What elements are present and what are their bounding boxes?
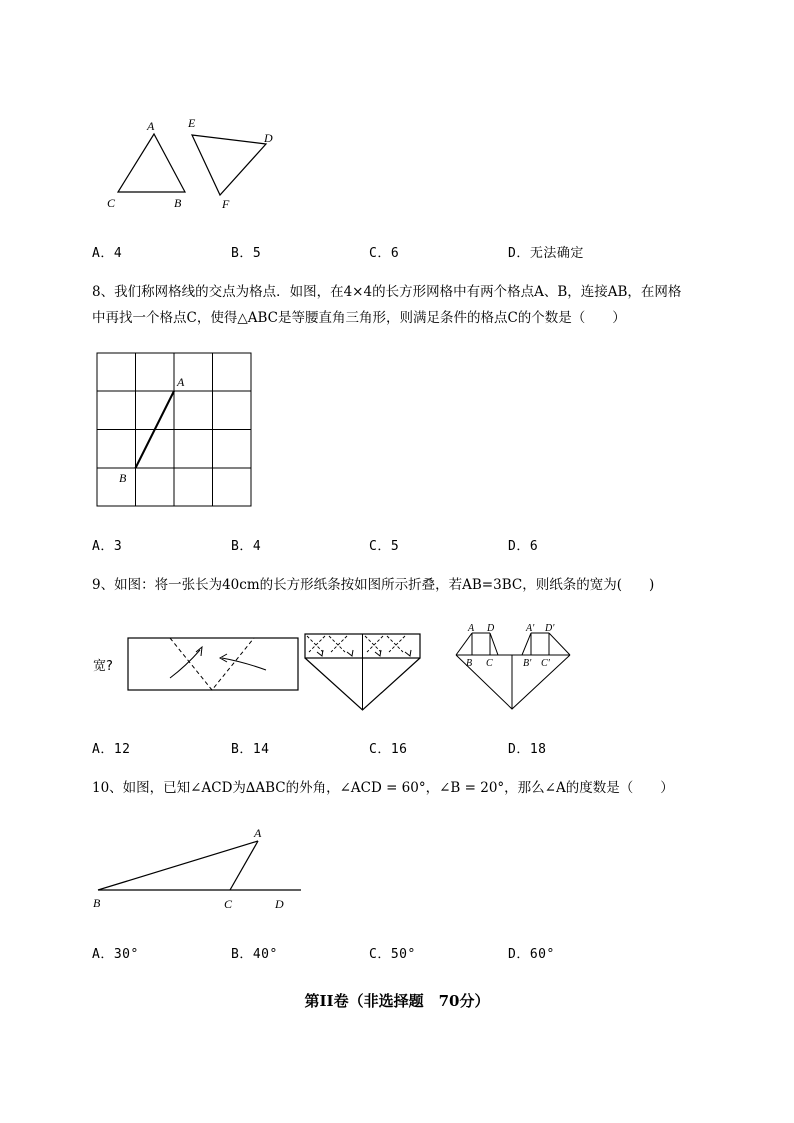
label-B: B — [174, 196, 182, 210]
q8-option-c[interactable]: C．5 — [369, 539, 400, 554]
label-D: D — [487, 623, 495, 634]
q8-option-d[interactable]: D．6 — [508, 539, 539, 554]
label-B: B — [119, 471, 127, 485]
fold-arrow-right — [222, 658, 266, 670]
q9-option-d[interactable]: D．18 — [508, 742, 547, 757]
q9-text: 9、如图：将一张长为40cm的长方形纸条按如图所示折叠，若AB=3BC，则纸条的宽为( ) — [92, 577, 655, 593]
q9-unfolded-figure — [452, 619, 574, 713]
q8-text-line2: 中再找一个格点C，使得△ABC是等腰直角三角形，则满足条件的格点C的个数是（ ） — [92, 310, 626, 326]
q7-option-d[interactable]: D．无法确定 — [508, 246, 584, 261]
label-C: C — [107, 196, 116, 210]
q10-text: 10、如图，已知∠ACD为∆ABC的外角，∠ACD = 60°，∠B = 20°，那么∠A的度数是（ ） — [92, 780, 674, 796]
section-title: 第II卷（非选择题 70分） — [304, 992, 490, 1010]
q9-folded-figure — [303, 632, 423, 714]
label-A: A — [147, 119, 155, 133]
q9-width-label: 宽? — [93, 659, 113, 674]
q10-option-d[interactable]: D．60° — [508, 947, 555, 962]
label-C: C — [224, 897, 233, 911]
q9-option-b[interactable]: B．14 — [231, 742, 270, 757]
label-B: B — [466, 658, 473, 669]
label-D: D — [264, 131, 273, 145]
label-A: A — [468, 623, 475, 634]
q7-option-b[interactable]: B．5 — [231, 246, 262, 261]
label-B-prime: B' — [523, 658, 532, 669]
q10-option-b[interactable]: B．40° — [231, 947, 278, 962]
q9-option-a[interactable]: A．12 — [92, 742, 131, 757]
q10-question — [92, 775, 752, 801]
label-C-prime: C' — [541, 658, 550, 669]
q8-text-line1: 8、我们称网格线的交点为格点．如图，在4×4的长方形网格中有两个格点A、B，连接AB，在网格 — [92, 284, 682, 300]
q10-option-c[interactable]: C．50° — [369, 947, 416, 962]
triangle-def — [192, 135, 266, 195]
triangle-abc — [118, 134, 185, 192]
q9-option-c[interactable]: C．16 — [369, 742, 408, 757]
q7-figure — [100, 112, 290, 214]
label-F: F — [222, 197, 230, 211]
q8-option-b[interactable]: B．4 — [231, 539, 262, 554]
label-A: A — [254, 826, 262, 840]
q8-option-a[interactable]: A．3 — [92, 539, 123, 554]
label-D: D — [275, 897, 284, 911]
label-B: B — [93, 896, 101, 910]
q7-option-c[interactable]: C．6 — [369, 246, 400, 261]
label-E: E — [188, 116, 196, 130]
q7-option-a[interactable]: A．4 — [92, 246, 123, 261]
label-C: C — [486, 658, 493, 669]
q9-strip-figure — [126, 636, 302, 694]
q8-grid-figure — [92, 348, 258, 514]
q10-option-a[interactable]: A．30° — [92, 947, 139, 962]
q9-question — [92, 572, 752, 598]
label-A-prime: A' — [526, 623, 535, 634]
fold-arrow-left — [170, 650, 200, 678]
q8-question — [92, 279, 752, 331]
label-D-prime: D' — [545, 623, 555, 634]
label-A: A — [177, 375, 185, 389]
q10-triangle-figure — [90, 824, 310, 916]
